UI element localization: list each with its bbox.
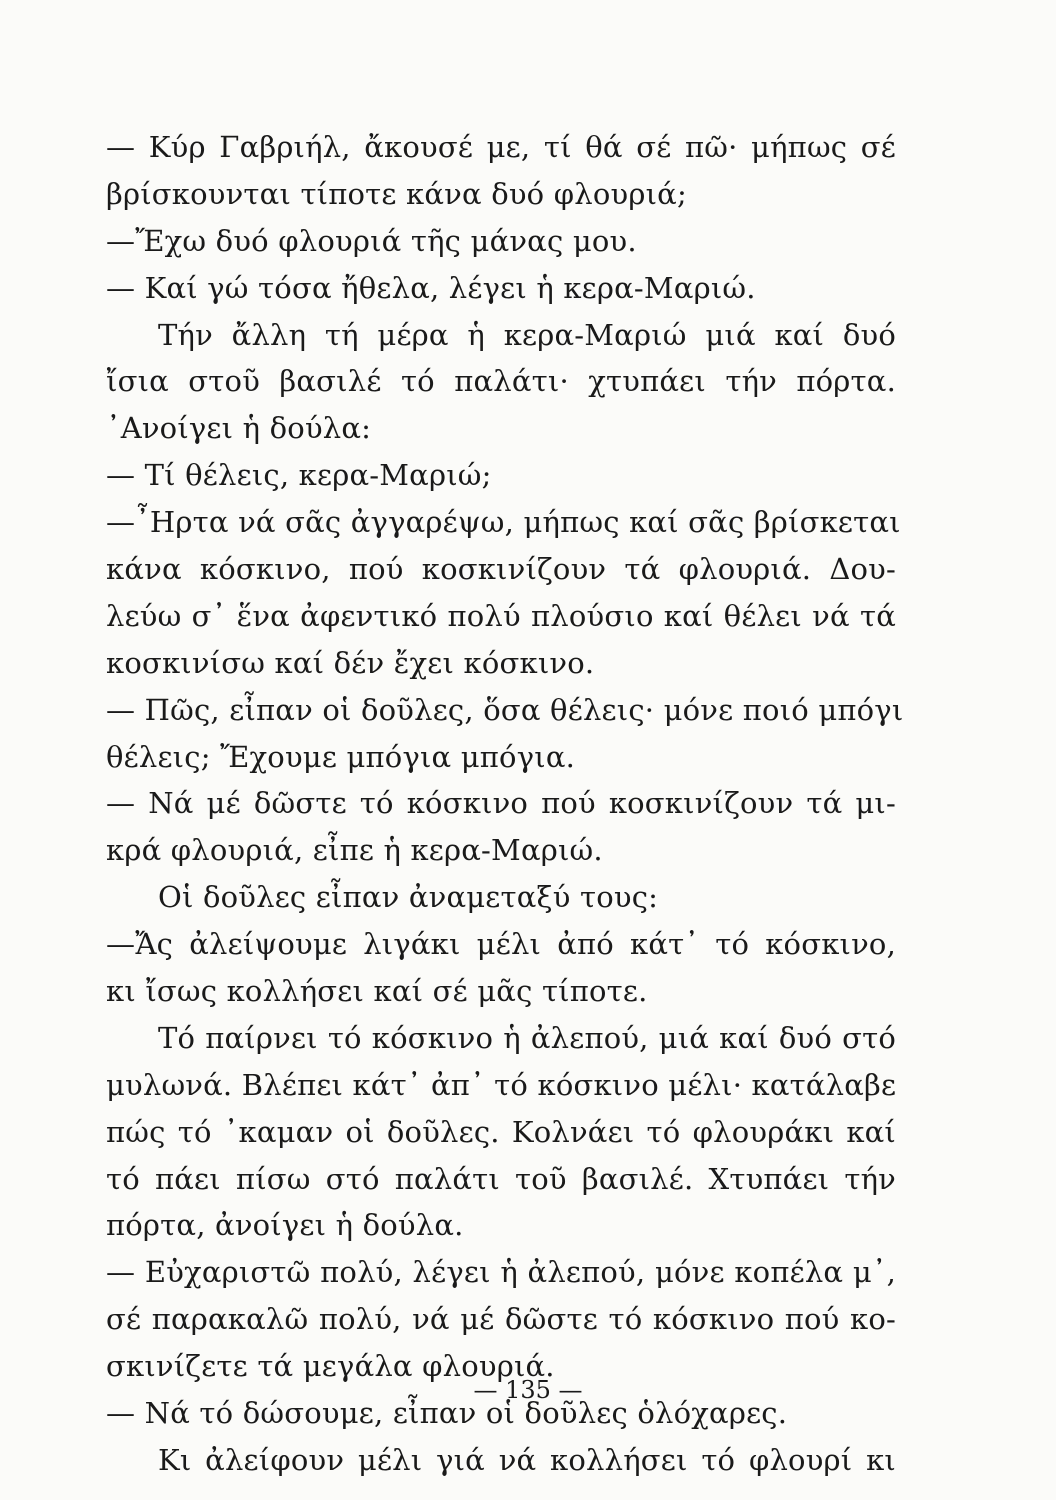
text-line: βρίσκουνται τίποτε κάνα δυό φλουριά; — [106, 176, 687, 211]
text-line: —Ἄς ἀλείψουμε λιγάκι μέλι ἀπό κάτ᾿ τό κόσκινο, — [106, 927, 896, 962]
text-line: — Καί γώ τόσα ἤθελα, λέγει ἡ κερα-Μαριώ. — [106, 270, 756, 305]
text-line: κάνα κόσκινο, πού κοσκινίζουν τά φλουριά. Δου- — [106, 552, 896, 587]
text-line: — Νά μέ δῶστε τό κόσκινο πού κοσκινίζουν τά μι- — [106, 786, 896, 821]
text-line: πόρτα, ἀνοίγει ἡ δούλα. — [106, 1208, 464, 1243]
text-line: τό πάει πίσω στό παλάτι τοῦ βασιλέ. Χτυπάει τήν — [106, 1161, 896, 1196]
page-text — [106, 124, 904, 1484]
text-line: Οἱ δοῦλες εἶπαν ἀναμεταξύ τους: — [158, 880, 659, 915]
text-line: ἴσια στοῦ βασιλέ τό παλάτι· χτυπάει τήν πόρτα. — [106, 364, 896, 399]
text-line: σκινίζετε τά μεγάλα φλουριά. — [106, 1349, 555, 1384]
text-line: — Πῶς, εἶπαν οἱ δοῦλες, ὅσα θέλεις· μόνε ποιό μπόγι — [106, 692, 904, 727]
text-line: — Νά τό δώσουμε, εἶπαν οἱ δοῦλες ὁλόχαρες. — [106, 1396, 788, 1431]
text-line: πώς τό ᾿καμαν οἱ δοῦλες. Κολνάει τό φλουράκι καί — [106, 1114, 896, 1149]
text-line: — Εὐχαριστῶ πολύ, λέγει ἡ ἀλεπού, μόνε κοπέλα μ᾿, — [106, 1255, 896, 1290]
text-line: — Τί θέλεις, κερα-Μαριώ; — [106, 458, 492, 493]
text-line: Τήν ἄλλη τή μέρα ἡ κερα-Μαριώ μιά καί δυό — [158, 317, 896, 352]
text-line: ᾿Ανοίγει ἡ δούλα: — [106, 411, 372, 446]
text-line: —῏Ηρτα νά σᾶς ἀγγαρέψω, μήπως καί σᾶς βρίσκεται — [106, 505, 901, 540]
page-number: — 135 — — [473, 1376, 583, 1404]
text-line: λεύω σ᾿ ἕνα ἀφεντικό πολύ πλούσιο καί θέλει νά τά — [106, 598, 896, 633]
text-line: κι ἴσως κολλήσει καί σέ μᾶς τίποτε. — [106, 974, 648, 1009]
text-line: Κι ἀλείφουν μέλι γιά νά κολλήσει τό φλουρί κι — [158, 1442, 896, 1477]
text-line: Τό παίρνει τό κόσκινο ἡ ἀλεπού, μιά καί δυό στό — [158, 1020, 896, 1055]
text-line: σέ παρακαλῶ πολύ, νά μέ δῶστε τό κόσκινο πού κο- — [106, 1302, 896, 1337]
text-line: — Κύρ Γαβριήλ, ἄκουσέ με, τί θά σέ πῶ· μήπως σέ — [106, 130, 896, 164]
text-line: θέλεις; Ἔχουμε μπόγια μπόγια. — [106, 739, 576, 774]
text-line: —Ἔχω δυό φλουριά τῆς μάνας μου. — [106, 223, 637, 258]
text-line: μυλωνά. Βλέπει κάτ᾿ ἀπ᾿ τό κόσκινο μέλι· κατάλαβε — [106, 1067, 897, 1102]
text-line: κοσκινίσω καί δέν ἔχει κόσκινο. — [106, 645, 595, 680]
text-line: κρά φλουριά, εἶπε ἡ κερα-Μαριώ. — [106, 833, 603, 868]
